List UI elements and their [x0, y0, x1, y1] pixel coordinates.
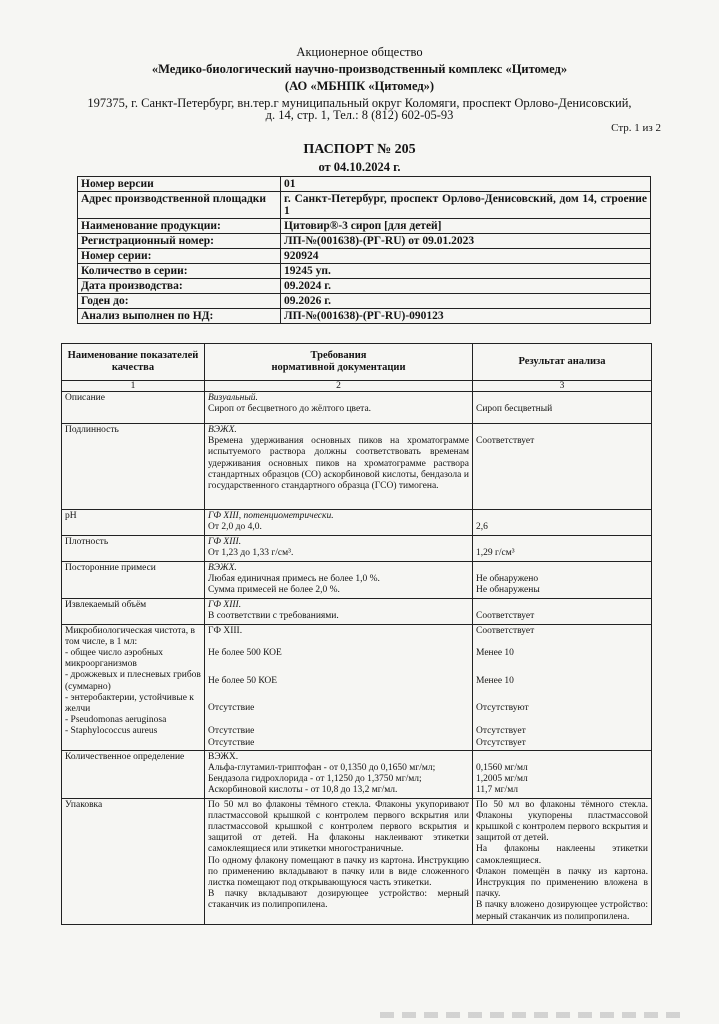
info-value: 01: [281, 177, 651, 192]
result-cell: [473, 598, 652, 624]
requirement: В пачку вкладывают дозирующее устройство: мерный стаканчик из полипропилена.: [208, 889, 469, 911]
info-key: Дата производства:: [78, 279, 281, 294]
quality-table: [61, 343, 652, 925]
result: Не обнаружено: [476, 574, 539, 584]
product-info-table: [77, 176, 651, 324]
info-row: [78, 192, 651, 219]
method: Визуальный.: [208, 393, 258, 403]
method: ГФ XIII, потенциометрически.: [208, 511, 334, 521]
result-cell: [473, 510, 652, 536]
result: 1,2005 мг/мл: [476, 774, 528, 785]
company-address-line2: д. 14, стр. 1, Тел.: 8 (812) 602-05-93: [265, 108, 454, 122]
requirement-cell: [205, 562, 473, 599]
info-value: г. Санкт-Петербург, проспект Орлово-Денисовский, дом 14, строение 1: [281, 192, 651, 219]
header-requirements-line2: нормативной документации: [271, 362, 406, 373]
method: ГФ XIII.: [208, 537, 242, 547]
result: Отсутствует: [476, 737, 526, 748]
requirement: Отсутствие: [208, 703, 255, 714]
company-address-line1: 197375, г. Санкт-Петербург, вн.тер.г муниципальный округ Коломяги, проспект Орлово-Денисовский,: [87, 96, 632, 110]
result-cell: [473, 392, 652, 424]
result: В пачку вложено дозирующее устройство: мерный стаканчик из полипропилена.: [476, 900, 648, 922]
header-requirements-line1: Требования: [310, 350, 367, 361]
column-number: 1: [62, 381, 205, 392]
requirement: Отсутствие: [208, 726, 255, 737]
indicator-name: Посторонние примеси: [62, 562, 205, 599]
requirement: От 1,23 до 1,33 г/см³.: [208, 548, 294, 559]
requirement: Любая единичная примесь не более 1,0 %.: [208, 574, 380, 585]
result: На флаконы наклеены этикетки самоклеящиеся.: [476, 844, 648, 866]
requirement-cell: [205, 424, 473, 510]
column-number: 3: [473, 381, 652, 392]
info-value: ЛП-№(001638)-(РГ-RU)-090123: [281, 309, 651, 324]
result: Соответствует: [476, 625, 535, 636]
info-row: [78, 219, 651, 234]
requirement: Не более 50 КОЕ: [208, 676, 278, 687]
indicator-name: Описание: [62, 392, 205, 424]
info-row: [78, 177, 651, 192]
header-requirements: [205, 344, 473, 381]
result: Менее 10: [476, 676, 514, 687]
info-key: Номер версии: [78, 177, 281, 192]
table-row-micro: [62, 624, 652, 750]
info-key: Номер серии:: [78, 249, 281, 264]
page-number: Стр. 1 из 2: [611, 122, 661, 134]
result: 11,7 мг/мл: [476, 785, 518, 796]
result: По 50 мл во флаконы тёмного стекла. Флаконы укупорены пластмассовой крышкой с контролем первого вскрытия и защитой от детей.: [476, 799, 648, 844]
info-row: [78, 294, 651, 309]
table-row-obem: [62, 598, 652, 624]
column-number: 2: [205, 381, 473, 392]
micro-fungi: - дрожжевых и плесневых грибов (суммарно): [65, 670, 201, 692]
requirement-cell: [205, 510, 473, 536]
info-value: ЛП-№(001638)-(РГ-RU) от 09.01.2023: [281, 234, 651, 249]
requirement-cell: [205, 536, 473, 562]
info-row: [78, 264, 651, 279]
header-result: Результат анализа: [473, 344, 652, 381]
table-row-podlinnost: [62, 424, 652, 510]
requirement: Сироп от бесцветного до жёлтого цвета.: [208, 404, 372, 415]
method: ВЭЖХ.: [208, 563, 237, 573]
requirement: Сумма примесей не более 2,0 %.: [208, 585, 340, 596]
indicator-name: Упаковка: [62, 798, 205, 924]
requirement: От 2,0 до 4,0.: [208, 522, 262, 533]
indicator-name: Подлинность: [62, 424, 205, 510]
info-value: 09.2026 г.: [281, 294, 651, 309]
requirement: По одному флакону помещают в пачку из картона. Инструкцию по применению вкладывают в пачку или в виде сложенного листка помещают под открывающуюся часть этикетки.: [208, 855, 469, 889]
micro-pseudomonas: - Pseudomonas aeruginosa: [65, 715, 167, 726]
requirement-cell: [205, 750, 473, 798]
method: ГФ XIII.: [208, 625, 243, 636]
result-cell: [473, 562, 652, 599]
result: Отсутствует: [476, 726, 526, 737]
company-short-name: (АО «МБНПК «Цитомед»): [284, 79, 435, 93]
requirement: Отсутствие: [208, 737, 255, 748]
micro-enterobacteria: - энтеробактерии, устойчивые к желчи: [65, 692, 194, 715]
result: 0,1560 мг/мл: [476, 762, 528, 773]
table-row-upakovka: [62, 798, 652, 924]
info-key: Количество в серии:: [78, 264, 281, 279]
table-row-opisanie: [62, 392, 652, 424]
company-name: «Медико-биологический научно-производственный комплекс «Цитомед»: [151, 62, 568, 76]
quality-header-row: [62, 344, 652, 381]
table-row-plotnost: [62, 536, 652, 562]
table-row-ph: [62, 510, 652, 536]
info-value: Цитовир®-3 сироп [для детей]: [281, 219, 651, 234]
requirement-cell: [205, 624, 473, 750]
requirement: По 50 мл во флаконы тёмного стекла. Флаконы укупоривают пластмассовой крышкой с контролем первого вскрытия или пластмассовой крышкой с контролем первого вскрытия и защитой от детей. На флаконы наклеивают этикетки самоклеящиеся или этикетки многостраничные.: [208, 799, 469, 855]
indicator-name: Количественное определение: [62, 750, 205, 798]
indicator-name: Плотность: [62, 536, 205, 562]
info-value: 19245 уп.: [281, 264, 651, 279]
method: ВЭЖХ.: [208, 751, 239, 762]
micro-staphylococcus: - Staphylococcus aureus: [65, 726, 158, 737]
info-row: [78, 249, 651, 264]
indicator-name: Извлекаемый объём: [62, 598, 205, 624]
result: 2,6: [476, 522, 488, 532]
info-row: [78, 279, 651, 294]
document-date: от 04.10.2024 г.: [318, 160, 401, 174]
result: Сироп бесцветный: [476, 404, 553, 414]
method: ГФ XIII.: [208, 599, 242, 610]
info-key: Регистрационный номер:: [78, 234, 281, 249]
info-key: Анализ выполнен по НД:: [78, 309, 281, 324]
document-title: ПАСПОРТ № 205: [303, 142, 416, 157]
requirement: Бендазола гидрохлорида - от 1,1250 до 1,3750 мг/мл;: [208, 774, 422, 785]
result: 1,29 г/см³: [476, 548, 515, 558]
requirement-cell: [205, 798, 473, 924]
requirement: Времена удерживания основных пиков на хроматограмме испытуемого раствора должны соответствовать временам удерживания основных пиков на хроматограмме раствора стандартных образцов (СО) аскорбиновой кислоты, бендазола и государственного стандартного образца (ГСО) тимогена.: [208, 436, 469, 492]
result-cell: [473, 624, 652, 750]
result: Соответствует: [476, 610, 535, 621]
info-row: [78, 234, 651, 249]
requirement-cell: [205, 598, 473, 624]
result: Отсутствуют: [476, 703, 529, 714]
table-row-primesi: [62, 562, 652, 599]
indicator-name: pH: [62, 510, 205, 536]
info-row: [78, 309, 651, 324]
requirement: В соответствии с требованиями.: [208, 610, 339, 621]
result-cell: [473, 750, 652, 798]
requirement: Альфа-глутамил-триптофан - от 0,1350 до 0,1650 мг/мл;: [208, 763, 436, 774]
header-indicator: Наименование показателей качества: [62, 344, 205, 381]
info-key: Адрес производственной площадки: [78, 192, 281, 219]
requirement-cell: [205, 392, 473, 424]
result: Флакон помещён в пачку из картона. Инструкция по применению вложена в пачку.: [476, 866, 648, 900]
scan-artifact: [380, 1012, 680, 1018]
info-key: Годен до:: [78, 294, 281, 309]
table-row-kolich: [62, 750, 652, 798]
requirement: Аскорбиновой кислоты - от 10,8 до 13,2 мг/мл.: [208, 785, 398, 796]
micro-aerobes: - общее число аэробных микроорганизмов: [65, 648, 164, 670]
requirement: Не более 500 КОЕ: [208, 647, 282, 658]
result: Менее 10: [476, 647, 514, 658]
result-cell: [473, 536, 652, 562]
company-type: Акционерное общество: [296, 45, 423, 59]
result-cell: [473, 798, 652, 924]
micro-title: Микробиологическая чистота, в том числе, в 1 мл:: [65, 625, 195, 647]
indicator-name: [62, 624, 205, 750]
info-value: 920924: [281, 249, 651, 264]
info-key: Наименование продукции:: [78, 219, 281, 234]
result: Соответствует: [476, 436, 535, 446]
method: ВЭЖХ.: [208, 425, 237, 435]
column-number-row: [62, 381, 652, 392]
info-value: 09.2024 г.: [281, 279, 651, 294]
result-cell: [473, 424, 652, 510]
result: Не обнаружены: [476, 585, 540, 596]
